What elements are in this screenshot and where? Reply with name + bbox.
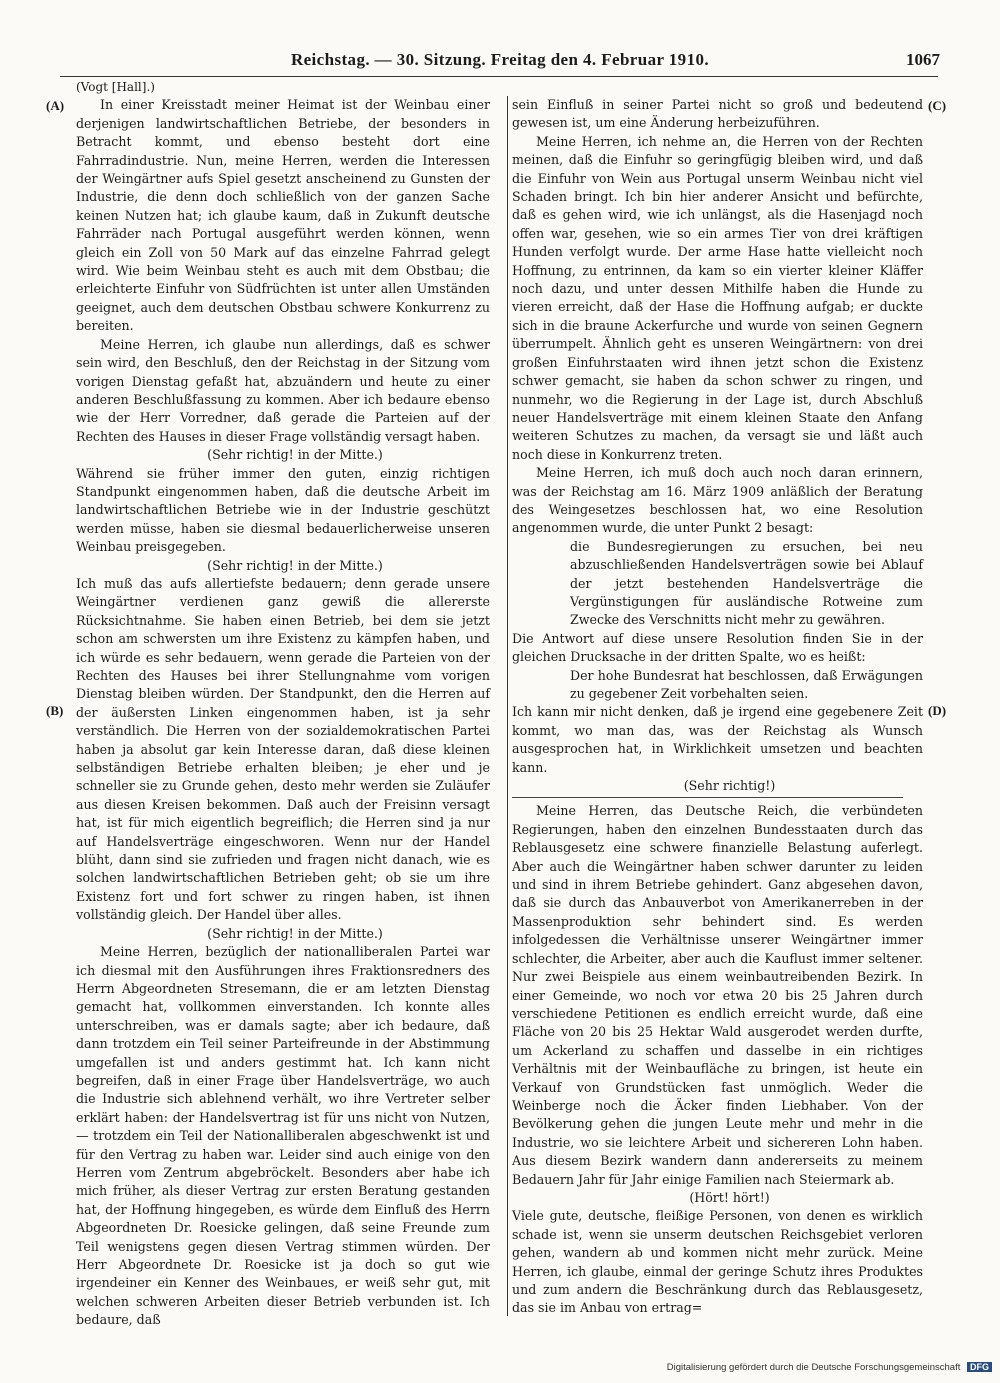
interjection: (Sehr richtig! in der Mitte.) xyxy=(207,447,383,463)
interjection: (Sehr richtig! in der Mitte.) xyxy=(207,925,383,941)
running-title: Reichstag. — 30. Sitzung. Freitag den 4. Februar 1910. xyxy=(290,50,710,69)
page-number: 1067 xyxy=(906,50,940,69)
paragraph: Meine Herren, ich nehme an, die Herren von der Rechten meinen, daß die Einfuhr so geringfügig bleiben wird, und daß die Einfuhr von Wein aus Portugal unserm Weinbau nicht viel Schaden bringt. Ich bin hier anderer Ansicht und befürchte, daß es gehen wird, wie ich unlängst, als die Hasenjagd noch offen war, gesehen, wie so ein armes Tier von drei kräftigen Hunden verfolgt wurde. Der arme Hase hatte vielleicht noch Hoffnung, zu entrinnen, da kam so ein vierter kleiner Kläffer noch dazu, und unter dessen Mithilfe haben die Hunde zu vieren erreicht, daß der Hase die Hoffnung aufgab; er duckte sich in die braune Ackerfurche und wurde von seinen Gegnern überrumpelt. Ähnlich geht es unseren Weingärtnern: von drei großen Einfuhrstaaten wird ihnen jetzt schon die Existenz schwer gemacht, sie haben da schon schwer zu ringen, und nunmehr, wo die Regierung in der Lage ist, durch Abschluß neuer Handelsverträge mit einem kleinen Staate den Anfang weiteren Schutzes zu machen, da versagt sie und läßt auch noch diese in Konkurrenz treten. xyxy=(512,133,923,462)
margin-marker-a: (A) xyxy=(46,98,65,113)
margin-marker-b: (B) xyxy=(46,703,64,718)
speaker-label: (Vogt [Hall].) xyxy=(76,80,155,94)
page-header xyxy=(60,50,940,72)
paragraph: Meine Herren, das Deutsche Reich, die verbündeten Regierungen, haben den einzelnen Bundesstaaten durch das Reblausgesetz eine schwere finanzielle Belastung auferlegt. Aber auch die Weingärtner haben schwer darunter zu leiden und sind in ihrem Betriebe gehindert. Ganz abgesehen davon, daß sie durch das Anbauverbot von Amerikanerreben in der Massenproduktion sehr behindert sind. Es werden infolgedessen die Verhältnisse unserer Weingärtner immer schlechter, die Arbeiter, aber auch die Kauflust immer seltener. Nur zwei Beispiele aus einem weinbautreibenden Bezirk. In einer Gemeinde, wo noch vor etwa 20 bis 25 Jahren durch verschiedene Petitionen es endlich erreicht wurde, daß eine Fläche von 20 bis 25 Hektar Wald ausgerodet werden durfte, um Ackerland zu schaffen und dasselbe in ein richtiges Verhältnis mit der Weinbaufläche zu bringen, ist heute ein Verkauf von Grundstücken fast unmöglich. Weder die Weinberge noch die Äcker finden Liebhaber. Von der Bevölkerung gehen die jungen Leute mehr und mehr in die Industrie, wo sie leichtere Arbeit und sichereren Lohn haben. Aus diesem Bezirk wandern dann andererseits zu meinem Bedauern Jahr für Jahr einige Familien nach Steiermark ab. xyxy=(512,803,923,1187)
paragraph: Ich muß das aufs allertiefste bedauern; denn gerade unsere Weingärtner verdienen ganz gewiß die allererste Rücksichtnahme. Sie haben einen Betrieb, bei dem sie jetzt schon am schwersten um ihre Existenz zu kämpfen haben, und ich würde es sehr bedauern, wenn gerade die Parteien von der Rechten des Hauses bei ihrer Stellungnahme vom vorigen Dienstag bleiben würden. Der Standpunkt, den die Herren auf der äußersten Linken eingenommen haben, ist ja sehr verständlich. Die Herren von der sozialdemokratischen Partei haben ja absolut gar kein Interesse daran, daß diese kleinen selbständigen Betriebe erhalten bleiben; je eher und je schneller sie zu Grunde gehen, desto mehr werden sie Zuläufer aus diesen Kreisen bekommen. Daß auch der Freisinn versagt hat, ist für mich eigentlich begreiflich; die Herren sind ja nur auf Handelsverträge eingeschworen. Wenn nur der Handel blüht, dann sind sie zufrieden und fragen nicht danach, wie es solchen landwirtschaftlichen Betrieben geht; ob sie um ihre Existenz fort und fort schwer zu ringen haben, ist ihnen vollständig gleich. Der Handel über alles. xyxy=(76,575,490,923)
paragraph: Meine Herren, ich muß doch auch noch daran erinnern, was der Reichstag am 16. März 1909 anläßlich der Beratung des Weingesetzes beschlossen hat, wo eine Resolution angenommen wurde, die unter Punkt 2 besagt: xyxy=(512,465,923,536)
block-quote: die Bundesregierungen zu ersuchen, bei neu abzuschließenden Handelsverträgen sowie bei Ablauf der jetzt bestehenden Handelsverträge die Vergünstigungen für ausländische Rotweine zum Zwecke des Verschnitts nicht mehr zu gewähren. xyxy=(570,538,923,628)
footer-text: Digitalisierung gefördert durch die Deutsche Forschungsgemeinschaft xyxy=(666,1362,961,1373)
paragraph: Meine Herren, ich glaube nun allerdings, daß es schwer sein wird, den Beschluß, den der Reichstag in der Sitzung vom vorigen Dienstag gefaßt hat, abzuändern und heute zu einer anderen Beschlußfassung zu kommen. Aber ich bedaure ebenso wie der Herr Vorredner, daß gerade die Parteien auf der Rechten des Hauses in dieser Frage vollständig versagt haben. xyxy=(76,336,490,444)
paragraph: Viele gute, deutsche, fleißige Personen, von denen es wirklich schade ist, wenn sie unserm deutschen Reichsgebiet verloren gehen, wandern ab und kommen nicht mehr zurück. Meine Herren, ich glaube, einmal der geringe Schutz ihres Produktes und zum andern die Beschränkung durch das Reblausgesetz, das sie im Anbau von ertrag= xyxy=(512,1208,923,1316)
interjection: (Sehr richtig! in der Mitte.) xyxy=(207,557,383,573)
section-rule xyxy=(512,797,903,798)
paragraph: Während sie früher immer den guten, einzig richtigen Standpunkt eingenommen haben, daß die deutsche Arbeit im landwirtschaftlichen Betriebe wie in der Industrie geschützt werden müsse, haben sie diesmal bedauerlicherweise unseren Weinbau preisgegeben. xyxy=(76,465,490,555)
paragraph: Ich kann mir nicht denken, daß je irgend eine gegebenere Zeit kommt, wo man das, was der Reichstag als Wunsch ausgesprochen hat, in Wirklichkeit umsetzen und beachten kann. xyxy=(512,704,923,775)
right-column xyxy=(512,96,923,1318)
paragraph: Die Antwort auf diese unsere Resolution finden Sie in der gleichen Drucksache in der dritten Spalte, wo es heißt: xyxy=(512,630,923,665)
paragraph: Meine Herren, bezüglich der nationalliberalen Partei war ich diesmal mit den Ausführungen ihres Fraktionsredners des Herrn Abgeordneten Stresemann, die er am letzten Dienstag gemacht hat, vollkommen einverstanden. Ich konnte alles unterschreiben, was er damals sagte; aber ich bedaure, daß dann trotzdem ein Teil seiner Parteifreunde in der Abstimmung umgefallen ist und anders gestimmt hat. Ich kann nicht begreifen, daß in einer Frage über Handelsverträge, wo auch die Industrie sich ablehnend verhält, wo ihre Vertreter selber erklärt haben: der Handelsvertrag ist für uns nicht von Nutzen, — trotzdem ein Teil der Nationalliberalen abgeschwenkt ist und für den Vertrag zu haben war. Leider sind auch einige von den Herren vom Zentrum abgebröckelt. Besonders aber habe ich mich früher, als dieser Vertrag zur ersten Beratung gestanden hat, der Hoffnung hingegeben, es würde dem Einfluß des Herrn Abgeordneten Dr. Roesicke gelingen, daß seine Freunde zum Teil wenigstens gegen diesen Vertrag stimmen würden. Der Herr Abgeordnete Dr. Roesicke ist ja doch so gut wie irgendeiner ein Kenner des Weinbaues, er weiß sehr gut, mit welchen schweren Arbeiten dieser Betrieb verbunden ist. Ich bedaure, daß xyxy=(76,944,490,1328)
margin-marker-c: (C) xyxy=(928,98,947,113)
header-rule xyxy=(60,76,938,77)
block-quote: Der hohe Bundesrat hat beschlossen, daß Erwägungen zu gegebener Zeit vorbehalten seien. xyxy=(570,667,923,701)
dfg-logo: DFG xyxy=(967,1362,992,1372)
interjection: (Sehr richtig!) xyxy=(683,778,776,794)
paragraph: sein Einfluß in seiner Partei nicht so groß und bedeutend gewesen ist, um eine Änderung herbeizuführen. xyxy=(512,97,923,131)
column-divider xyxy=(507,96,508,1316)
paragraph: In einer Kreisstadt meiner Heimat ist der Weinbau einer derjenigen landwirtschaftlichen Betriebe, der besonders in Betracht kommt, und ebenso besteht dort eine Fahrradindustrie. Nun, meine Herren, werden die Interessen der Weingärtner aufs Spiel gesetzt anscheinend zu Gunsten der Industrie, die denn doch schließlich von der ganzen Sache keinen Nutzen hat; ich glaube kaum, daß in Zukunft deutsche Fahrräder nach Portugal ausgeführt werden können, wenn gleich ein Zoll von 50 Mark auf das einzelne Fahrrad gelegt wird. Wie beim Weinbau steht es auch mit dem Obstbau; die erleichterte Einfuhr von Südfrüchten ist unter allen Umständen geeignet, auch dem deutschen Obstbau schwere Konkurrenz zu bereiten. xyxy=(76,97,490,334)
left-column xyxy=(76,78,490,1330)
margin-marker-d: (D) xyxy=(928,703,947,718)
funding-footer xyxy=(667,1362,992,1373)
interjection: (Hört! hört!) xyxy=(689,1189,770,1205)
